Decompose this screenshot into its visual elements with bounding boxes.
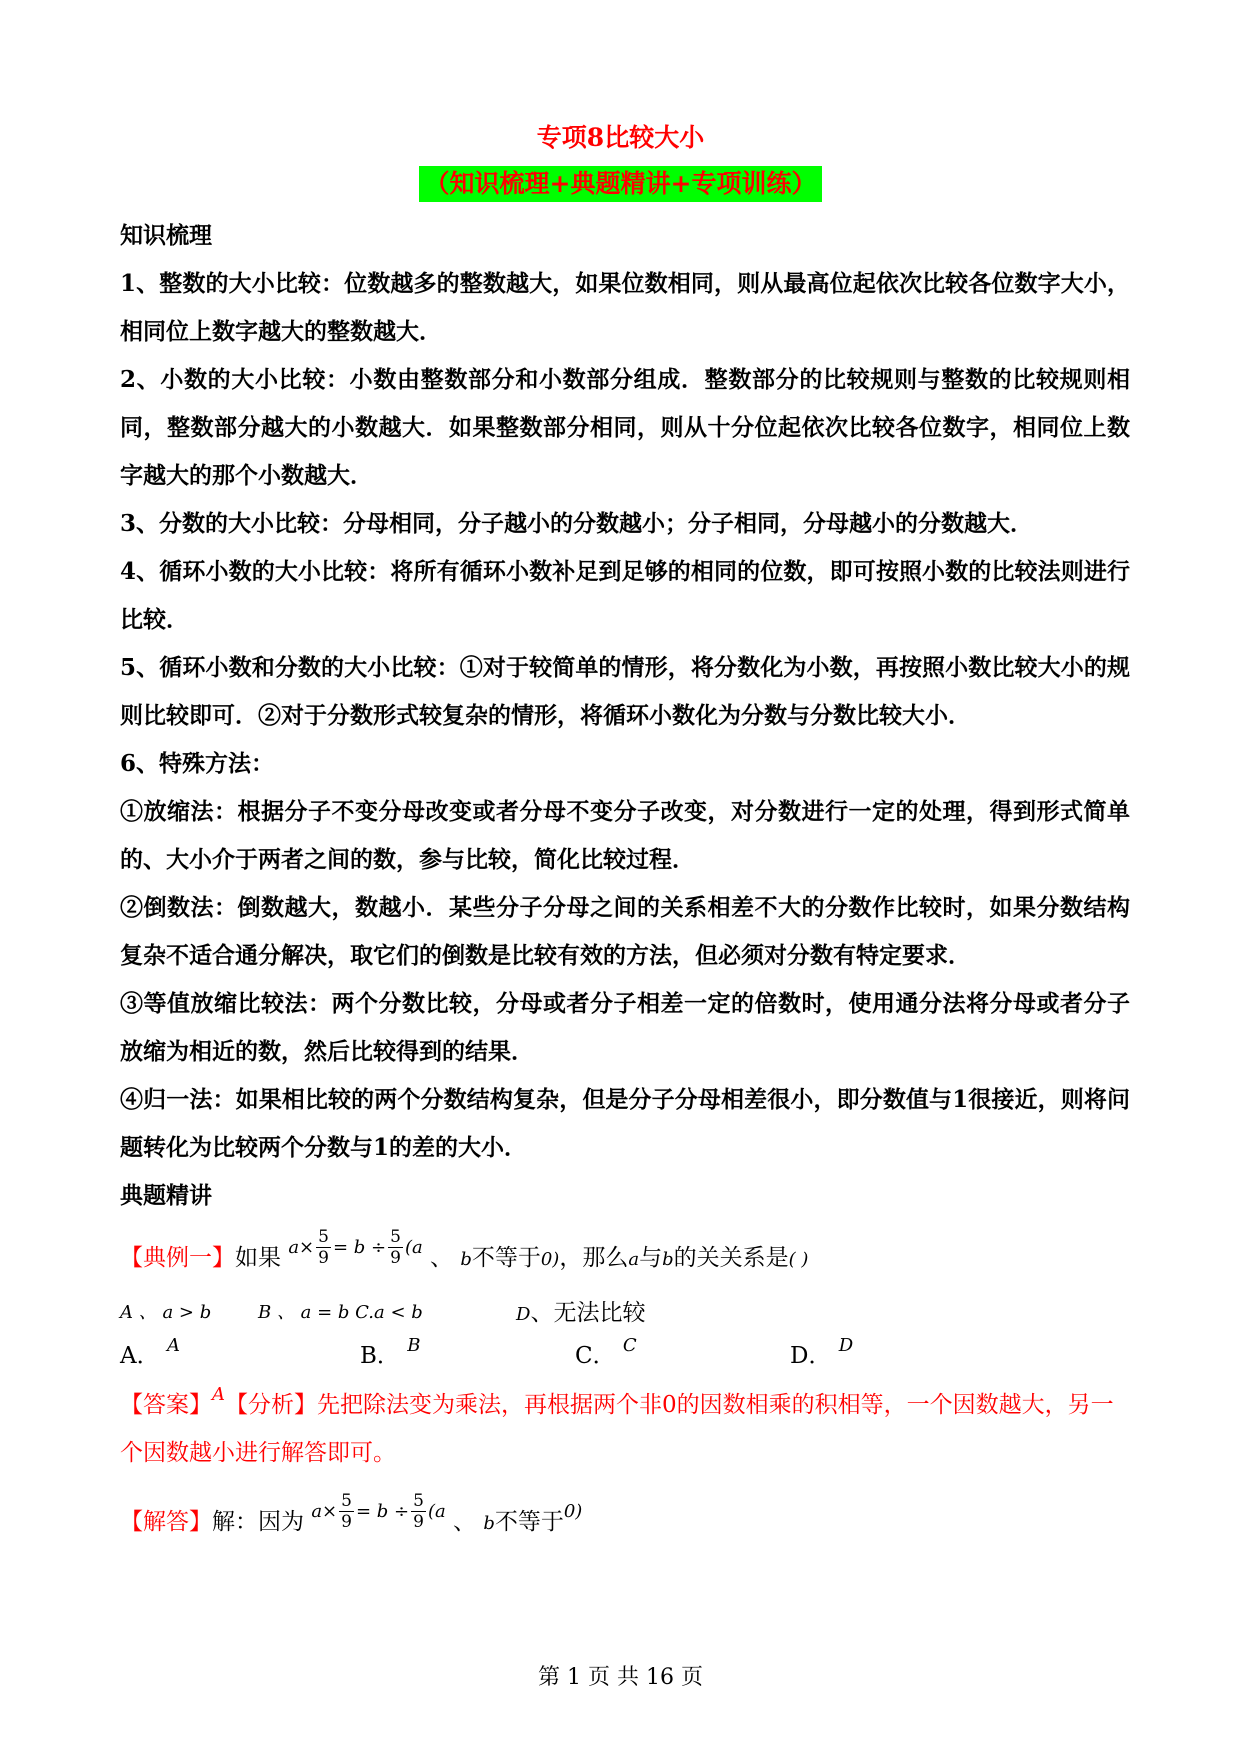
example1-tag: 【典例一】 xyxy=(120,1245,235,1271)
example1-answer: 【答案】$^A$【分析】先把除法变为乘法，再根据两个非0的因数相乘的积相等，一个因数越大，另一个因数越小进行解答即可。 xyxy=(120,1384,1114,1466)
page-footer: 第 1 页 共 16 页 xyxy=(538,1665,703,1690)
knowledge-paragraph: ①放缩法：根据分子不变分母改变或者分母不变分子改变，对分数进行一定的处理，得到形式简单的、大小介于两者之间的数，参与比较，简化比较过程． xyxy=(120,798,1130,873)
option-b[interactable]: B． $^B$ xyxy=(360,1335,421,1369)
knowledge-paragraph: 3、分数的大小比较：分母相同，分子越小的分数越小；分子相同，分母越小的分数越大． xyxy=(120,510,1034,537)
example1-lead: 如果 xyxy=(235,1245,281,1271)
knowledge-paragraph: ③等值放缩比较法：两个分数比较，分母或者分子相差一定的倍数时，使用通分法将分母或者分子放缩为相近的数，然后比较得到的结果． xyxy=(120,990,1130,1065)
knowledge-paragraph: ④归一法：如果相比较的两个分数结构复杂，但是分子分母相差很小，即分数值与1很接近，则将问题转化为比较两个分数与1的差的大小． xyxy=(120,1086,1130,1161)
example1-question: 【典例一】如果 a× $\frac{5}{9}$ = b ÷ $\frac{5}{9}$ (a 、 b不等于0)，那么a与b的关关系是( ) xyxy=(120,1226,809,1271)
document-body xyxy=(120,212,1130,1554)
option-d[interactable]: D． $^D$ xyxy=(790,1335,854,1369)
subtitle-container xyxy=(0,166,1241,202)
knowledge-paragraph: 2、小数的大小比较：小数由整数部分和小数部分组成．整数部分的比较规则与整数的比较规则相同，整数部分越大的小数越大．如果整数部分相同，则从十分位起依次比较各位数字，相同位上数字越大的那个小数越大． xyxy=(120,366,1130,489)
solution-formula: a× $\frac{5}{9}$ = b ÷ $\frac{5}{9}$ (a xyxy=(311,1490,446,1532)
fraction: $\frac{5}{9}$ xyxy=(390,1226,401,1268)
knowledge-paragraph: 1、整数的大小比较：位数越多的整数越大，如果位数相同，则从最高位起依次比较各位数字大小，相同位上数字越大的整数越大． xyxy=(120,270,1130,345)
page-title: 专项8比较大小 xyxy=(536,123,705,152)
fraction: $\frac{5}{9}$ xyxy=(413,1490,424,1532)
solution-tag: 【解答】 xyxy=(120,1509,212,1535)
fraction: $\frac{5}{9}$ xyxy=(341,1490,352,1532)
knowledge-paragraph: 6、特殊方法： xyxy=(120,750,275,777)
option-c[interactable]: C． $^C$ xyxy=(575,1335,637,1369)
fraction: $\frac{5}{9}$ xyxy=(318,1226,329,1268)
example1-options xyxy=(120,1334,1130,1378)
example1-solution: 【解答】解：因为 a× $\frac{5}{9}$ = b ÷ $\frac{5}{9}$ (a 、 b不等于$^{0)}$ xyxy=(120,1490,583,1535)
analysis-text: 先把除法变为乘法，再根据两个非0的因数相乘的积相等，一个因数越大，另一个因数越小进行解答即可。 xyxy=(120,1392,1114,1466)
example1-choices: A 、 a > b B 、 a = b C.a < b D、无法比较 xyxy=(120,1300,646,1326)
option-a[interactable]: A． $^A$ xyxy=(120,1335,180,1369)
examples-heading: 典题精讲 xyxy=(120,1182,212,1209)
example1-formula: a× $\frac{5}{9}$ = b ÷ $\frac{5}{9}$ (a xyxy=(288,1226,423,1268)
knowledge-heading: 知识梳理 xyxy=(120,222,212,249)
knowledge-paragraph: ②倒数法：倒数越大，数越小．某些分子分母之间的关系相差不大的分数作比较时，如果分数结构复杂不适合通分解决，取它们的倒数是比较有效的方法，但必须对分数有特定要求． xyxy=(120,894,1130,969)
knowledge-paragraph: 5、循环小数和分数的大小比较：①对于较简单的情形，将分数化为小数，再按照小数比较大小的规则比较即可．②对于分数形式较复杂的情形，将循环小数化为分数与分数比较大小． xyxy=(120,654,1130,729)
page-subtitle: （知识梳理+典题精讲+专项训练） xyxy=(419,166,823,202)
knowledge-paragraph: 4、循环小数的大小比较：将所有循环小数补足到足够的相同的位数，即可按照小数的比较法则进行比较． xyxy=(120,558,1130,633)
